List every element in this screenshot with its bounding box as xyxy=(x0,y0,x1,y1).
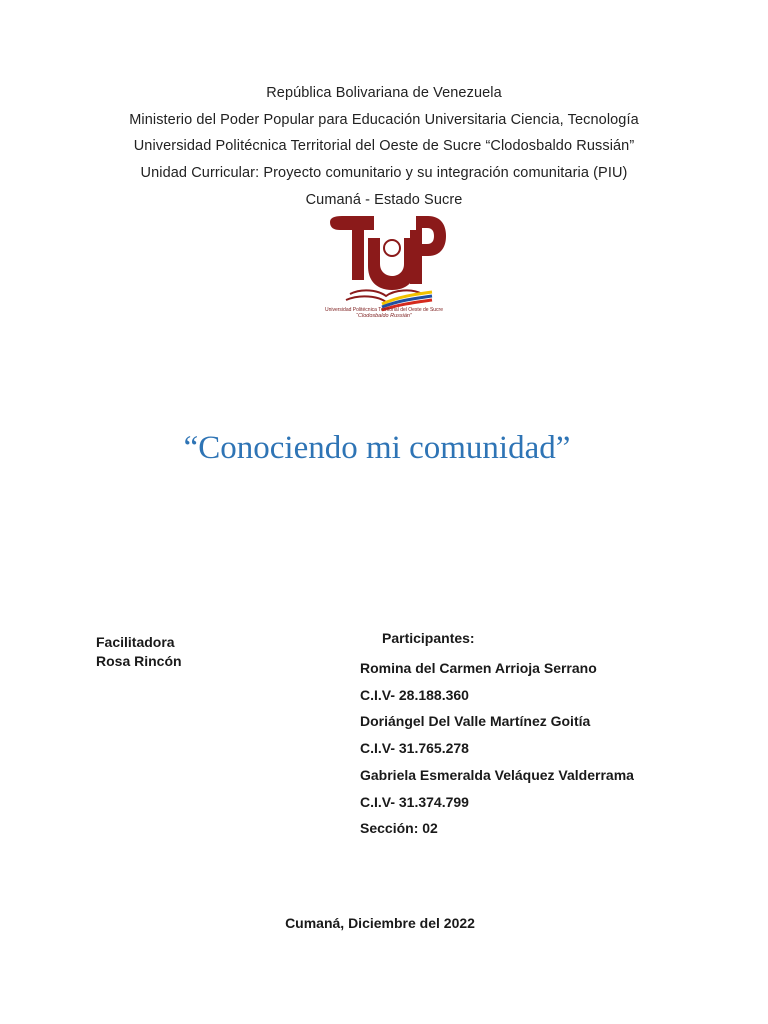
header-university: Universidad Politécnica Territorial del Oeste de Sucre “Clodosbaldo Russián” xyxy=(133,138,635,155)
facilitator-label: Facilitadora xyxy=(96,634,175,650)
participant-2-id: C.I.V- 31.765.278 xyxy=(360,740,469,757)
facilitator-name: Rosa Rincón xyxy=(96,653,182,669)
logo-caption-line1: Universidad Politécnica Territorial del Oeste de Sucre xyxy=(324,307,444,313)
participant-1-name: Romina del Carmen Arrioja Serrano xyxy=(360,660,597,676)
header-ministry: Ministerio del Poder Popular para Educación Universitaria Ciencia, Tecnología xyxy=(129,111,639,128)
institution-header xyxy=(0,80,768,214)
section-number: Sección: 02 xyxy=(360,820,438,837)
logo-caption-line2: “Clodosbaldo Russián” xyxy=(356,313,412,319)
header-location: Cumaná - Estado Sucre xyxy=(305,191,463,208)
logo-caption xyxy=(322,307,446,319)
participant-3-id: C.I.V- 31.374.799 xyxy=(360,793,469,810)
participant-1-id: C.I.V- 28.188.360 xyxy=(360,686,469,703)
place-and-date: Cumaná, Diciembre del 2022 xyxy=(285,915,475,931)
document-title: “Conociendo mi comunidad” xyxy=(183,430,571,466)
participant-3-name: Gabriela Esmeralda Veláquez Valderrama xyxy=(360,766,634,783)
participant-2-name: Doriángel Del Valle Martínez Goitía xyxy=(360,713,591,730)
facilitator-block xyxy=(96,633,182,671)
header-country: República Bolivariana de Venezuela xyxy=(266,85,502,101)
header-course-unit: Unidad Curricular: Proyecto comunitario y su integración comunitaria (PIU) xyxy=(140,165,628,182)
participants-heading: Participantes: xyxy=(382,630,475,646)
participants-list xyxy=(360,655,634,842)
